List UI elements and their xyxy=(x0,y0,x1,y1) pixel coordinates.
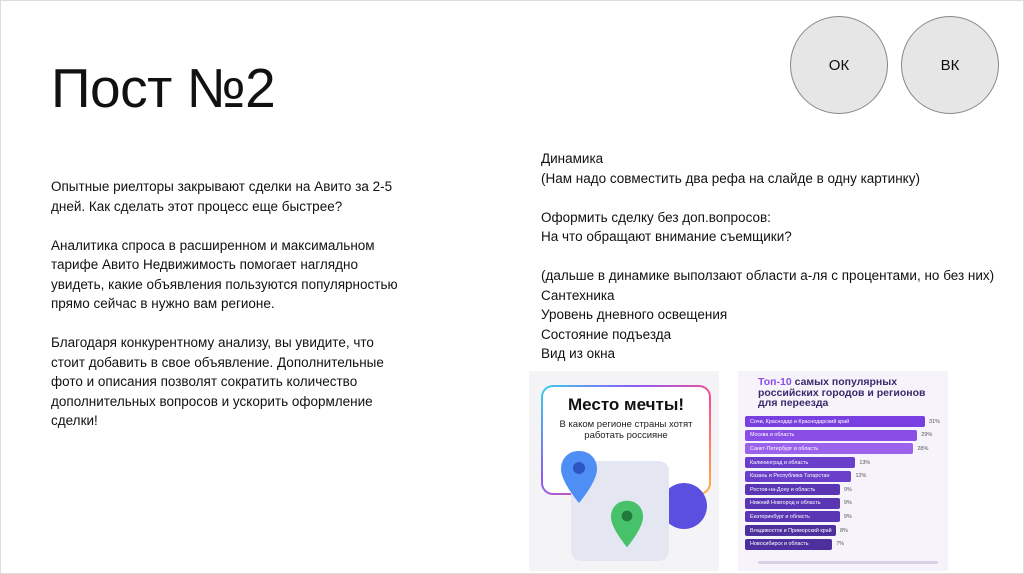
paragraph-3: Благодаря конкурентному анализу, вы увидите, что стоит добавить в свое объявление. Дополнительные фото и описания позволят сократить количество дополнительных вопросов и ускорить оформление сделки! xyxy=(51,335,384,428)
notes-line: Уровень дневного освещения xyxy=(541,307,728,322)
ranking-bar: Владивосток и Приморский край xyxy=(745,525,836,536)
ranking-value: 13% xyxy=(859,459,871,466)
notes-line: Вид из окна xyxy=(541,346,616,361)
ranking-bar: Екатеринбург и область xyxy=(745,511,840,522)
paragraph-2: Аналитика спроса в расширенном и максимальном тарифе Авито Недвижимость помогает наглядно увидеть, какие объявления пользуются популярностью прямо сейчас в нужно вам регионе. xyxy=(51,237,398,311)
ok-button[interactable]: ОК xyxy=(790,16,888,114)
reference-image-dream-place xyxy=(529,371,719,571)
notes-line: На что обращают внимание съемщики? xyxy=(541,229,792,244)
notes-line: (дальше в динамике выползают области а-ля с процентами, но без них) xyxy=(541,268,995,283)
ranking-bar: Новосибирск и область xyxy=(745,539,832,550)
notes xyxy=(541,149,1021,364)
footnote xyxy=(758,561,938,564)
ranking-row xyxy=(745,497,941,511)
ranking-row xyxy=(745,415,941,429)
post-body xyxy=(51,177,411,450)
ranking-row xyxy=(745,469,941,483)
ranking-row xyxy=(745,483,941,497)
slide-title: Пост №2 xyxy=(51,57,276,119)
ranking-bar: Калининград и область xyxy=(745,457,855,468)
vk-button[interactable]: ВК xyxy=(901,16,999,114)
blue-pin-icon xyxy=(559,449,599,505)
ranking-row xyxy=(745,510,941,524)
ranking-value: 29% xyxy=(921,432,933,439)
green-pin-icon xyxy=(609,499,645,549)
ranking-value: 8% xyxy=(839,527,848,534)
ranking-bar: Москва и область xyxy=(745,430,917,441)
ranking-row xyxy=(745,429,941,443)
card-heading: Место мечты! xyxy=(567,395,685,414)
ranking-bar: Ростов-на-Дону и область xyxy=(745,484,840,495)
ranking-row xyxy=(745,442,941,456)
ranking-row xyxy=(745,524,941,538)
card-subtitle: В каком регионе страны хотят работать россияне xyxy=(559,419,693,441)
ranking-bar: Нижний Новгород и область xyxy=(745,498,840,509)
notes-line: Сантехника xyxy=(541,287,615,303)
ranking-value: 28% xyxy=(917,445,929,452)
notes-line: Динамика xyxy=(541,151,604,166)
ranking-row xyxy=(745,537,941,551)
ranking-value: 7% xyxy=(836,541,845,548)
ranking-bar: Казань и Республика Татарстан xyxy=(745,471,851,482)
ranking-bar: Сочи, Краснодар и Краснодарский край xyxy=(745,416,925,427)
notes-line: Оформить сделку без доп.вопросов: xyxy=(541,209,771,225)
ranking-value: 9% xyxy=(843,500,852,507)
card-heading: Топ-10 самых популярных российских городов и регионов для переезда xyxy=(758,376,926,409)
ranking-value: 31% xyxy=(929,418,941,425)
notes-line: Состояние подъезда xyxy=(541,326,672,342)
notes-line: (Нам надо совместить два рефа на слайде в одну картинку) xyxy=(541,170,920,186)
ranking-row xyxy=(745,456,941,470)
ranking-list xyxy=(745,415,941,551)
ranking-value: 9% xyxy=(843,513,852,520)
ranking-value: 9% xyxy=(843,486,852,493)
ranking-bar: Санкт-Петербург и область xyxy=(745,443,913,454)
reference-image-top10 xyxy=(738,371,948,571)
paragraph-1: Опытные риелторы закрывают сделки на Авито за 2-5 дней. Как сделать этот процесс еще быстрее? xyxy=(51,179,393,214)
ranking-value: 12% xyxy=(855,473,867,480)
